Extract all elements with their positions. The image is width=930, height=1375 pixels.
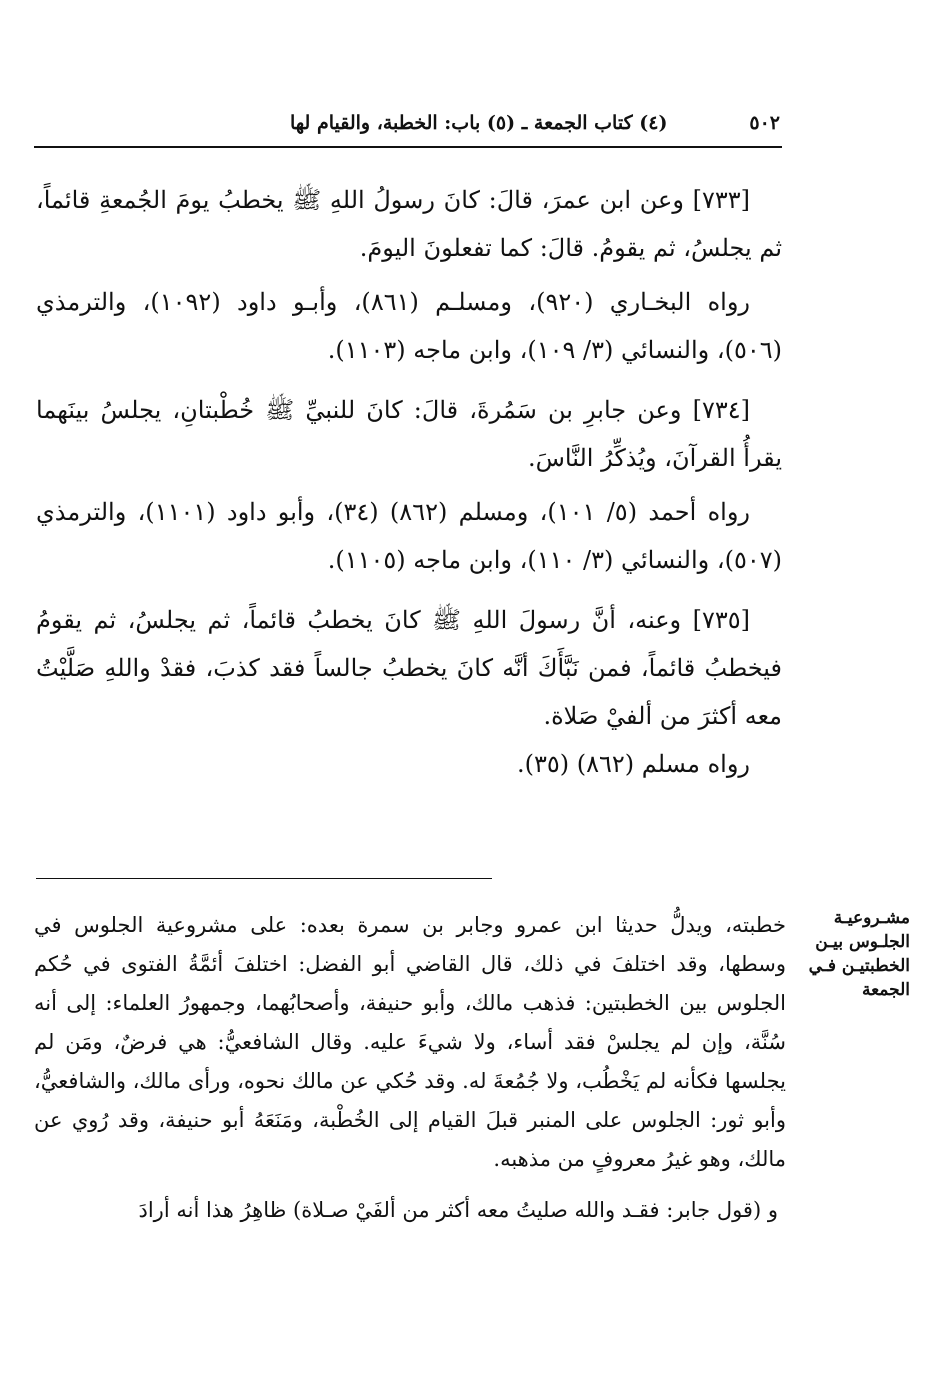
running-title: (٤) كتاب الجمعة ـ (٥) باب: الخطبة، والقيام لها xyxy=(290,112,668,134)
source-735: رواه مسلم (٨٦٢) (٣٥). xyxy=(516,750,750,778)
page-number: ٥٠٢ xyxy=(749,112,780,134)
commentary-paragraph-2: و (قول جابر: فقـد والله صليتُ معه أكثر من ألفَيْ صـلاة) ظاهِرُ هذا أنه أرادَ xyxy=(138,1198,778,1222)
hadith-735: [٧٣٥] وعنه، أنَّ رسولَ اللهِ ﷺ كانَ يخطبُ قائماً، ثم يجلسُ، ثم يقومُ فيخطبُ قائماً، فمن نَبَّأَكَ أنَّه كانَ يخطبُ جالساً فقد كذبَ، فقدْ واللهِ صَلَّيْتُ معه أكثرَ من ألفيْ صَلاة. xyxy=(36,606,782,730)
commentary-section xyxy=(34,906,786,1230)
commentary-paragraph-1: خطبته، ويدلُّ حديثا ابن عمرو وجابر بن سمرة بعده: على مشروعية الجلوس في وسطها، وقد اختلفَ في ذلك، قال القاضي أبو الفضل: اختلفَ أئمَّةُ الفتوى في حُكم الجلوس بين الخطبتين: فذهب مالك، وأبو حنيفة، وأصحابُهما، وجمهورُ العلماء: إلى أنه سُنَّة، وإن لم يجلسْ فقد أساء، ولا شيءَ عليه. وقال الشافعيُّ: هي فرضٌ، ومَن لم يجلسها فكأنه لم يَخْطُب، ولا جُمُعةَ له. وقد حُكي عن مالك نحوه، ورأى مالك، والشافعيُّ، وأبو ثور: الجلوس على المنبر قبلَ القيام إلى الخُطْبة، ومَنَعَهُ أبو حنيفة، وقد رُوي عن مالك، وهو غيرُ معروفٍ من مذهبه. xyxy=(34,913,786,1171)
hadith-734: [٧٣٤] وعن جابرِ بن سَمُرةَ، قالَ: كانَ للنبيِّ ﷺ خُطْبتانِ، يجلسُ بينَهما يقرأُ القرآنَ، ويُذكِّرُ النَّاسَ. xyxy=(36,396,782,472)
header-rule xyxy=(34,146,782,148)
source-734: رواه أحمد (٥/ ١٠١)، ومسلم (٨٦٢) (٣٤)، وأبو داود (١١٠١)، والترمذي (٥٠٧)، والنسائي (٣/ ١١٠)، وابن ماجه (١١٠٥). xyxy=(36,498,782,574)
page-header xyxy=(38,112,782,142)
hadith-733: [٧٣٣] وعن ابن عمرَ، قالَ: كانَ رسولُ اللهِ ﷺ يخطبُ يومَ الجُمعةِ قائماً، ثم يجلسُ، ثم يقومُ. قالَ: كما تفعلونَ اليومَ. xyxy=(36,186,782,262)
source-733: رواه البخـاري (٩٢٠)، ومسلـم (٨٦١)، وأبـو داود (١٠٩٢)، والترمذي (٥٠٦)، والنسائي (٣/ ١٠٩)، وابن ماجه (١١٠٣). xyxy=(36,288,782,364)
hadith-section xyxy=(36,176,782,788)
side-heading: مشـروعيـة الجلـوس بيـن الخطبتيـن فـي الجمعة xyxy=(808,908,910,1000)
commentary-rule xyxy=(36,878,492,879)
